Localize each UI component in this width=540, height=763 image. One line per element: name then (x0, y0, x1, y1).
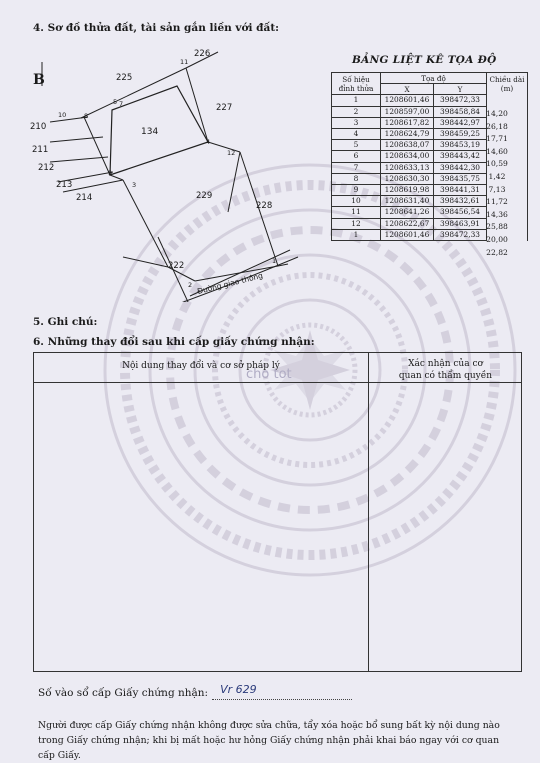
segment-length: 17,71 (486, 134, 508, 144)
coord-cell-y: 398442,97 (434, 117, 487, 128)
coord-cell-x: 1208631,40 (381, 196, 434, 207)
coord-cell-n: 11 (332, 207, 381, 218)
coord-cell-n: 1 (332, 229, 381, 240)
segment-length: 20,00 (486, 234, 508, 244)
register-label: Số vào sổ cấp Giấy chứng nhận: (38, 687, 209, 699)
coord-cell-n: 1 (332, 95, 381, 106)
north-arrow-icon: B (33, 72, 45, 88)
col-header-length: Chiều dài (m) (487, 73, 528, 95)
main-parcel-number: 134 (141, 127, 159, 137)
coord-cell-x: 1208633,13 (381, 162, 434, 173)
segment-length: 14,60 (486, 146, 508, 156)
coord-cell-x: 1208619,98 (381, 185, 434, 196)
coord-cell-y: 398453,19 (434, 140, 487, 151)
coord-cell-x: 1208630,30 (381, 173, 434, 184)
neighbor-parcel-214: 214 (76, 193, 93, 203)
vertex-label: 8 (84, 112, 89, 120)
coord-cell-n: 5 (332, 140, 381, 151)
changes-col-content: Nội dung thay đổi và cơ sở pháp lý (122, 361, 280, 371)
notes-heading: 5. Ghi chú: (33, 316, 98, 328)
site-plan-diagram (28, 42, 318, 302)
segment-length: 26,18 (486, 121, 508, 131)
neighbor-parcel-222: 222 (168, 261, 185, 271)
coord-cell-y: 398442,30 (434, 162, 487, 173)
neighbor-parcel-211: 211 (32, 145, 49, 155)
vertex-label: 10 (58, 111, 67, 119)
coord-cell-y: 398472,33 (434, 229, 487, 240)
coord-cell-y: 398443,42 (434, 151, 487, 162)
coord-cell-y: 398432,61 (434, 196, 487, 207)
coord-cell-y: 398459,25 (434, 128, 487, 139)
changes-heading: 6. Những thay đổi sau khi cấp giấy chứng nhận: (33, 336, 315, 348)
segment-length: 11,72 (486, 197, 508, 207)
watermark-text: cho tot (246, 367, 292, 382)
segment-length: 1,42 (488, 171, 506, 181)
register-line (38, 683, 352, 700)
vertex-label: 1 (272, 257, 277, 265)
coord-cell-n: 6 (332, 151, 381, 162)
vertex-label: 2 (188, 281, 193, 289)
coord-cell-length (487, 95, 528, 106)
coord-cell-y: 398458,84 (434, 106, 487, 117)
vertex-label: 3 (132, 181, 137, 189)
notice-text: Người được cấp Giấy chứng nhận không được sửa chữa, tẩy xóa hoặc bổ sung bất kỳ nội dung nào trong Giấy chứng nhận; khi bị mất hoặc hư hỏng Giấy chứng nhận phải khai báo ngay với cơ quan cấp Giấy. (38, 720, 500, 761)
neighbor-parcel-212: 212 (38, 163, 55, 173)
col-header-point: Số hiệu đỉnh thửa (332, 73, 381, 95)
neighbor-parcel-210: 210 (30, 122, 47, 132)
coord-cell-x: 1208624,79 (381, 128, 434, 139)
coord-cell-n: 8 (332, 173, 381, 184)
vertex-label: 4 (206, 138, 211, 146)
coord-cell-x: 1208597,00 (381, 106, 434, 117)
coord-cell-n: 10 (332, 196, 381, 207)
coord-cell-x: 1208638,07 (381, 140, 434, 151)
coord-cell-n: 2 (332, 106, 381, 117)
coord-cell-y: 398435,75 (434, 173, 487, 184)
coord-cell-n: 9 (332, 185, 381, 196)
col-header-y: Y (434, 84, 487, 95)
coord-cell-x: 1208641,26 (381, 207, 434, 218)
neighbor-parcel-225: 225 (116, 73, 133, 83)
neighbor-parcel-229: 229 (196, 191, 213, 201)
vertex-label: 9 (108, 169, 113, 177)
coord-row (332, 95, 528, 106)
col-header-x: X (381, 84, 434, 95)
length-column (479, 108, 515, 259)
neighbor-parcel-228: 228 (256, 201, 273, 211)
segment-length: 10,59 (486, 159, 508, 169)
coord-cell-y: 398472,33 (434, 95, 487, 106)
coord-cell-n: 7 (332, 162, 381, 173)
neighbor-parcel-226: 226 (194, 49, 211, 59)
segment-length: 22,82 (486, 247, 508, 257)
segment-length: 7,13 (488, 184, 506, 194)
segment-length: 14,20 (486, 109, 508, 118)
vertex-label: 7 (119, 100, 124, 108)
vertex-label: 12 (227, 149, 236, 157)
coord-cell-n: 3 (332, 117, 381, 128)
coord-cell-x: 1208601,46 (381, 95, 434, 106)
coord-table-title: BẢNG LIỆT KÊ TỌA ĐỘ (352, 54, 497, 66)
vertex-label: 5 (113, 98, 118, 106)
coord-cell-x: 1208634,00 (381, 151, 434, 162)
coord-cell-n: 12 (332, 218, 381, 229)
coord-cell-y: 398441,31 (434, 185, 487, 196)
coord-cell-y: 398463,91 (434, 218, 487, 229)
register-value: Vr 629 (220, 683, 257, 696)
coord-cell-x: 1208617,82 (381, 117, 434, 128)
road-label: Đường giao thông (196, 270, 264, 296)
coord-cell-y: 398456,54 (434, 207, 487, 218)
neighbor-parcel-227: 227 (216, 103, 233, 113)
coord-cell-x: 1208622,67 (381, 218, 434, 229)
coord-cell-n: 4 (332, 128, 381, 139)
segment-length: 25,88 (486, 222, 508, 232)
map-section-heading: 4. Sơ đồ thửa đất, tài sản gắn liền với đất: (33, 22, 280, 34)
changes-table (33, 352, 522, 672)
segment-length: 14,36 (486, 209, 508, 219)
col-header-coord: Tọa độ (381, 73, 487, 84)
vertex-label: 11 (180, 58, 189, 66)
coord-cell-x: 1208601,46 (381, 229, 434, 240)
changes-col-confirm: Xác nhận của cơ quan có thẩm quyền (398, 359, 493, 381)
neighbor-parcel-213: 213 (56, 180, 73, 190)
